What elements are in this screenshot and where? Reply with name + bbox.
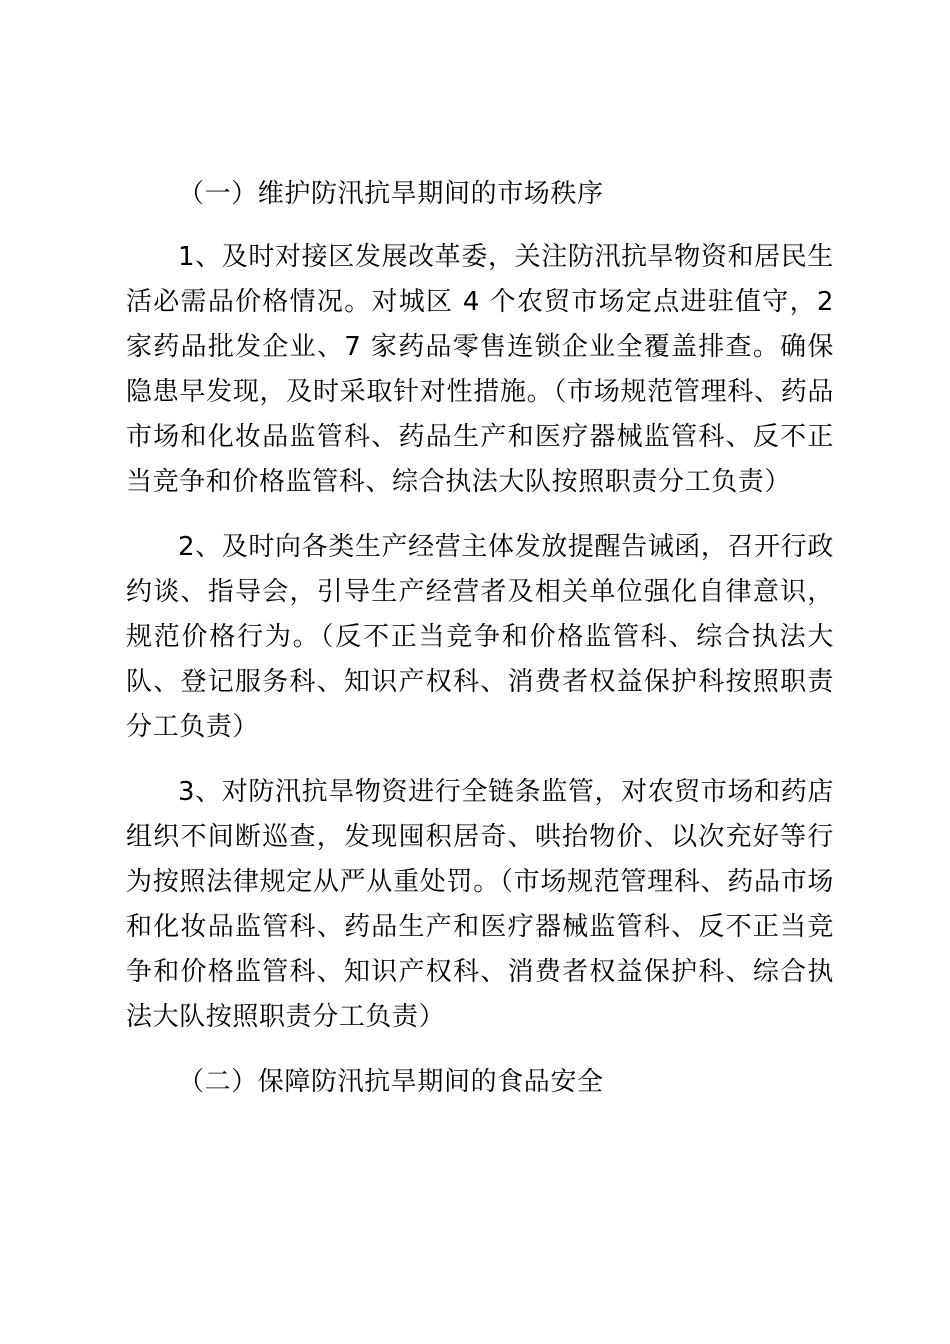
paragraph-3: 3、对防汛抗旱物资进行全链条监管，对农贸市场和药店组织不间断巡查，发现囤积居奇、哄抬物价、以次充好等行为按照法律规定从严从重处罚。（市场规范管理科、药品市场和化妆品监管科、药品生产和医疗器械监管科、反不正当竞争和价格监管科、知识产权科、消费者权益保护科、综合执法大队按照职责分工负责） bbox=[126, 777, 834, 1032]
section-heading-2: （二）保障防汛抗旱期间的食品安全 bbox=[178, 1067, 604, 1097]
paragraph-1: 1、及时对接区发展改革委，关注防汛抗旱物资和居民生活必需品价格情况。对城区 4 个农贸市场定点进驻值守，2 家药品批发企业、7 家药品零售连锁企业全覆盖排查。确保隐患早发现，及时采取针对性措施。（市场规范管理科、药品市场和化妆品监管科、药品生产和医疗器械监管科、反不正当竞争和价格监管科、综合执法大队按照职责分工负责） bbox=[126, 242, 834, 497]
section-heading-1: （一）维护防汛抗旱期间的市场秩序 bbox=[178, 179, 604, 209]
paragraph-2: 2、及时向各类生产经营主体发放提醒告诫函，召开行政约谈、指导会，引导生产经营者及相关单位强化自律意识，规范价格行为。（反不正当竞争和价格监管科、综合执法大队、登记服务科、知识产权科、消费者权益保护科按照职责分工负责） bbox=[126, 532, 834, 742]
document-body bbox=[126, 172, 834, 1123]
